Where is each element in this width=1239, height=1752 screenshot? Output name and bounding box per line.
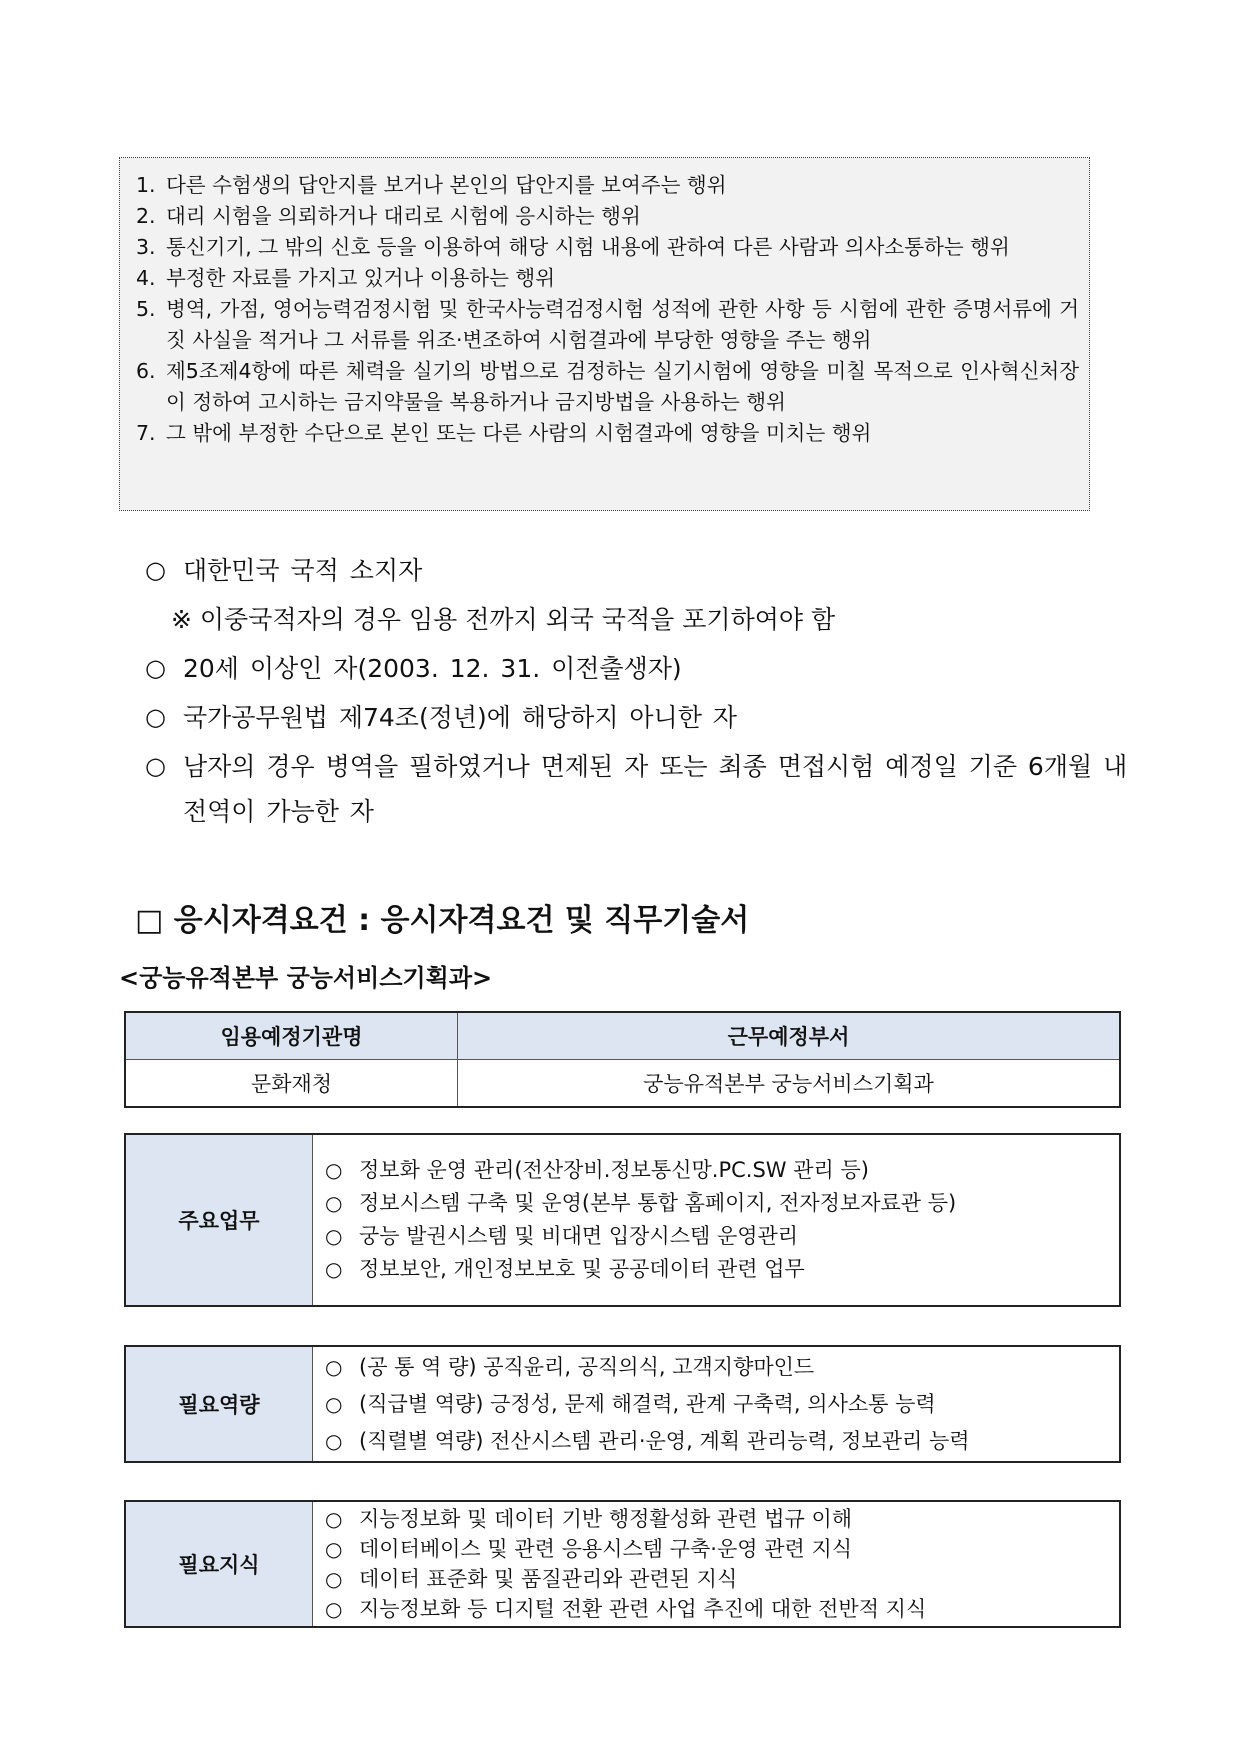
notice-item: 6. 제5조제4항에 따른 체력을 실기의 방법으로 검정하는 실기시험에 영향을 미칠 목적으로 인사혁신처장이 정하여 고시하는 금지약물을 복용하거나 금지방법을 사용하는 행위 <box>136 359 1079 414</box>
circle-bullet-icon: ○ <box>325 1597 343 1621</box>
table-row <box>125 1346 1120 1462</box>
qualification-list <box>145 548 1130 838</box>
notice-item: 3. 통신기기, 그 밖의 신호 등을 이용하여 해당 시험 내용에 관하여 다른 사람과 의사소통하는 행위 <box>136 235 1010 259</box>
qualification-nationality: ○ 대한민국 국적 소지자 <box>145 548 1130 593</box>
list-item: ○ 정보화 운영 관리(전산장비.정보통신망.PC.SW 관리 등) <box>325 1154 1118 1187</box>
table-row <box>125 1012 1120 1060</box>
circle-bullet-icon: ○ <box>145 556 166 584</box>
list-item: ○ (직렬별 역량) 전산시스템 관리·운영, 계획 관리능력, 정보관리 능력 <box>325 1423 1118 1460</box>
qualification-military: ○ 남자의 경우 병역을 필하였거나 면제된 자 또는 최종 면접시험 예정일 기준 6개월 내 전역이 가능한 자 <box>145 744 1130 834</box>
knowledge-table <box>124 1500 1121 1628</box>
list-item: ○ 데이터베이스 및 관련 응용시스템 구축·운영 관련 지식 <box>325 1534 1118 1564</box>
list-item: ○ 지능정보화 및 데이터 기반 행정활성화 관련 법규 이해 <box>325 1504 1118 1534</box>
organization-table <box>124 1011 1121 1108</box>
notice-item: 4. 부정한 자료를 가지고 있거나 이용하는 행위 <box>136 266 556 290</box>
table-row <box>125 1134 1120 1306</box>
nationality-note: ※ 이중국적자의 경우 임용 전까지 외국 국적을 포기하여야 함 <box>171 605 836 634</box>
notice-item: 5. 병역, 가점, 영어능력검정시험 및 한국사능력검정시험 성적에 관한 사항 등 시험에 관한 증명서류에 거짓 사실을 적거나 그 서류를 위조·변조하여 시험결과에 부당한 영향을 주는 행위 <box>136 297 1079 352</box>
circle-bullet-icon: ○ <box>325 1354 343 1379</box>
notice-item: 7. 그 밖에 부정한 수단으로 본인 또는 다른 사람의 시험결과에 영향을 미치는 행위 <box>136 421 872 445</box>
circle-bullet-icon: ○ <box>325 1158 343 1182</box>
competency-label: 필요역량 <box>125 1346 313 1462</box>
circle-bullet-icon: ○ <box>145 703 166 731</box>
circle-bullet-icon: ○ <box>325 1257 343 1281</box>
circle-bullet-icon: ○ <box>325 1567 343 1591</box>
circle-bullet-icon: ○ <box>325 1537 343 1561</box>
circle-bullet-icon: ○ <box>145 752 166 780</box>
circle-bullet-icon: ○ <box>325 1428 343 1453</box>
duties-values <box>313 1134 1121 1306</box>
list-item: ○ 정보시스템 구축 및 운영(본부 통합 홈페이지, 전자정보자료관 등) <box>325 1187 1118 1220</box>
competency-values <box>313 1346 1121 1462</box>
qualification-age: ○ 20세 이상인 자(2003. 12. 31. 이전출생자) <box>145 646 1130 691</box>
section-title: □ 응시자격요건 : 응시자격요건 및 직무기술서 <box>135 903 750 938</box>
dept-header: 근무예정부서 <box>458 1012 1121 1060</box>
dept-value: 궁능유적본부 궁능서비스기획과 <box>458 1060 1121 1108</box>
duties-label: 주요업무 <box>125 1134 313 1306</box>
circle-bullet-icon: ○ <box>325 1191 343 1215</box>
org-value: 문화재청 <box>125 1060 458 1108</box>
list-item: ○ 궁능 발권시스템 및 비대면 입장시스템 운영관리 <box>325 1220 1118 1253</box>
table-row <box>125 1501 1120 1627</box>
circle-bullet-icon: ○ <box>325 1507 343 1531</box>
notice-item: 1. 다른 수험생의 답안지를 보거나 본인의 답안지를 보여주는 행위 <box>136 173 727 197</box>
list-item: ○ (공 통 역 량) 공직윤리, 공직의식, 고객지향마인드 <box>325 1349 1118 1386</box>
knowledge-values <box>313 1501 1121 1627</box>
knowledge-label: 필요지식 <box>125 1501 313 1627</box>
circle-bullet-icon: ○ <box>145 654 166 682</box>
prohibited-acts-box <box>119 157 1090 511</box>
section-subtitle: <궁능유적본부 궁능서비스기획과> <box>119 964 493 992</box>
list-item: ○ 데이터 표준화 및 품질관리와 관련된 지식 <box>325 1564 1118 1594</box>
qualification-law: ○ 국가공무원법 제74조(정년)에 해당하지 아니한 자 <box>145 695 1130 740</box>
list-item: ○ (직급별 역량) 긍정성, 문제 해결력, 관계 구축력, 의사소통 능력 <box>325 1386 1118 1423</box>
list-item: ○ 정보보안, 개인정보보호 및 공공데이터 관련 업무 <box>325 1253 1118 1286</box>
org-header: 임용예정기관명 <box>125 1012 458 1060</box>
notice-item: 2. 대리 시험을 의뢰하거나 대리로 시험에 응시하는 행위 <box>136 204 641 228</box>
competency-table <box>124 1345 1121 1463</box>
list-item: ○ 지능정보화 등 디지털 전환 관련 사업 추진에 대한 전반적 지식 <box>325 1594 1118 1624</box>
circle-bullet-icon: ○ <box>325 1391 343 1416</box>
duties-table <box>124 1133 1121 1307</box>
table-row <box>125 1060 1120 1108</box>
circle-bullet-icon: ○ <box>325 1224 343 1248</box>
